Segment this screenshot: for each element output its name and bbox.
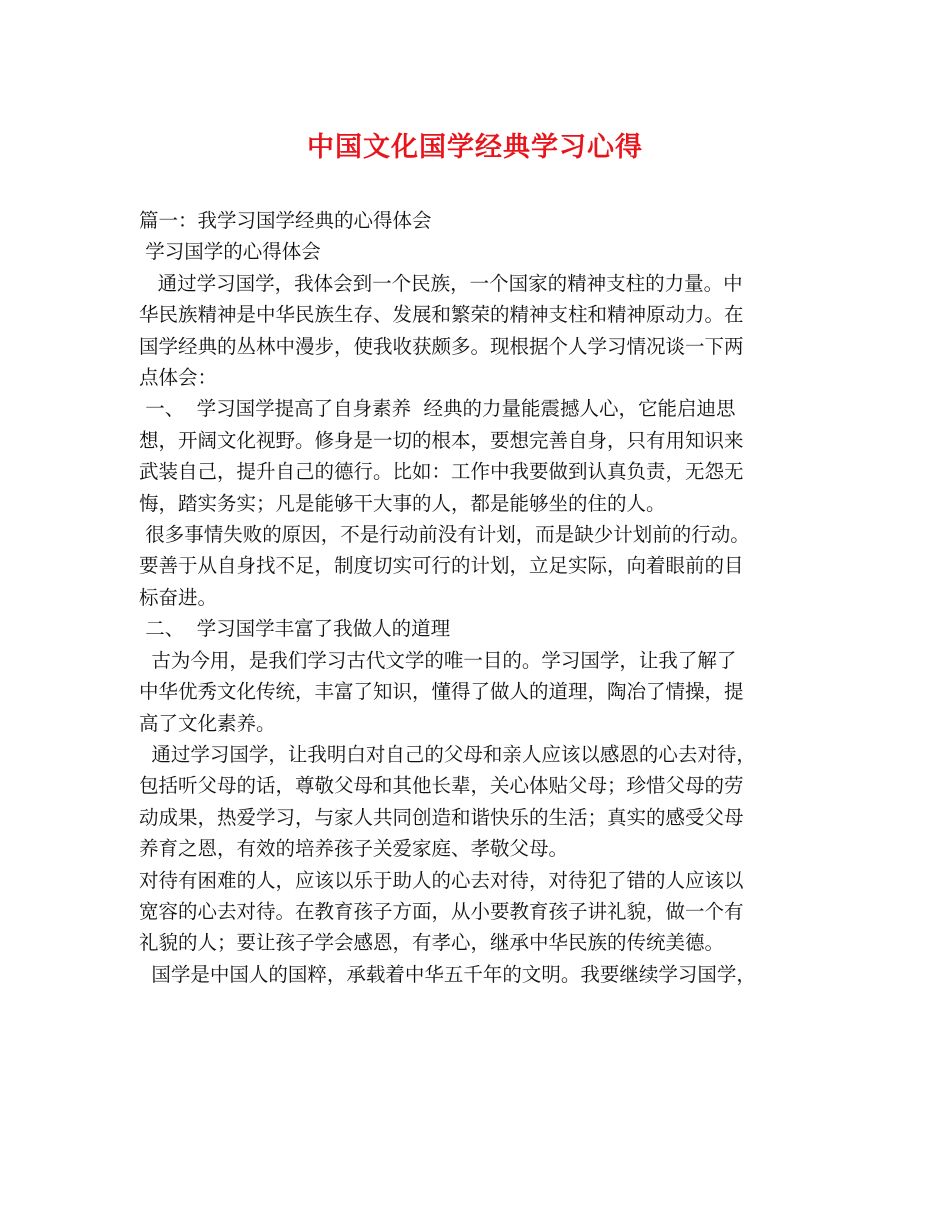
text-line: 包括听父母的话，尊敬父母和其他长辈，关心体贴父母；珍惜父母的劳 [139,774,744,798]
text-line: 对待有困难的人，应该以乐于助人的心去对待，对待犯了错的人应该以 [139,868,744,892]
text-line: 国学是中国人的国粹，承载着中华五千年的文明。我要继续学习国学， [139,962,756,986]
text-line: 国学经典的丛林中漫步，使我收获颇多。现根据个人学习情况谈一下两 [139,334,744,358]
text-line: 二、 学习国学丰富了我做人的道理 [139,617,451,641]
text-line: 动成果，热爱学习，与家人共同创造和谐快乐的生活；真实的感受父母 [139,805,744,829]
text-line: 礼貌的人；要让孩子学会感恩，有孝心，继承中华民族的传统美德。 [139,931,725,955]
text-line: 学习国学的心得体会 [139,240,321,264]
document-body [139,205,819,990]
text-line: 一、 学习国学提高了自身素养 经典的力量能震撼人心，它能启迪思 [139,397,736,421]
text-line: 悔，踏实务实；凡是能够干大事的人，都是能够坐的住的人。 [139,491,666,515]
text-line: 篇一：我学习国学经典的心得体会 [139,209,432,232]
document-title: 中国文化国学经典学习心得 [307,132,643,163]
text-line: 很多事情失败的原因，不是行动前没有计划，而是缺少计划前的行动。 [139,523,750,547]
text-line: 养育之恩，有效的培养孩子关爱家庭、孝敬父母。 [139,837,569,861]
text-line: 高了文化素养。 [139,711,276,735]
text-line: 宽容的心去对待。在教育孩子方面，从小要教育孩子讲礼貌，做一个有 [139,899,744,923]
text-line: 想，开阔文化视野。修身是一切的根本，要想完善自身，只有用知识来 [139,428,744,452]
text-line: 中华优秀文化传统，丰富了知识，懂得了做人的道理，陶冶了情操，提 [139,680,744,704]
text-line: 标奋进。 [139,585,218,609]
text-line: 通过学习国学，我体会到一个民族，一个国家的精神支柱的力量。中 [139,271,743,295]
text-line: 点体会： [139,366,218,390]
text-line: 要善于从自身找不足，制度切实可行的计划，立足实际，向着眼前的目 [139,554,744,578]
text-line: 华民族精神是中华民族生存、发展和繁荣的精神支柱和精神原动力。在 [139,303,744,327]
text-line: 通过学习国学，让我明白对自己的父母和亲人应该以感恩的心去对待， [139,742,756,766]
text-line: 武装自己，提升自己的德行。比如：工作中我要做到认真负责，无怨无 [139,460,744,484]
text-line: 古为今用，是我们学习古代文学的唯一目的。学习国学，让我了解了 [139,648,737,672]
